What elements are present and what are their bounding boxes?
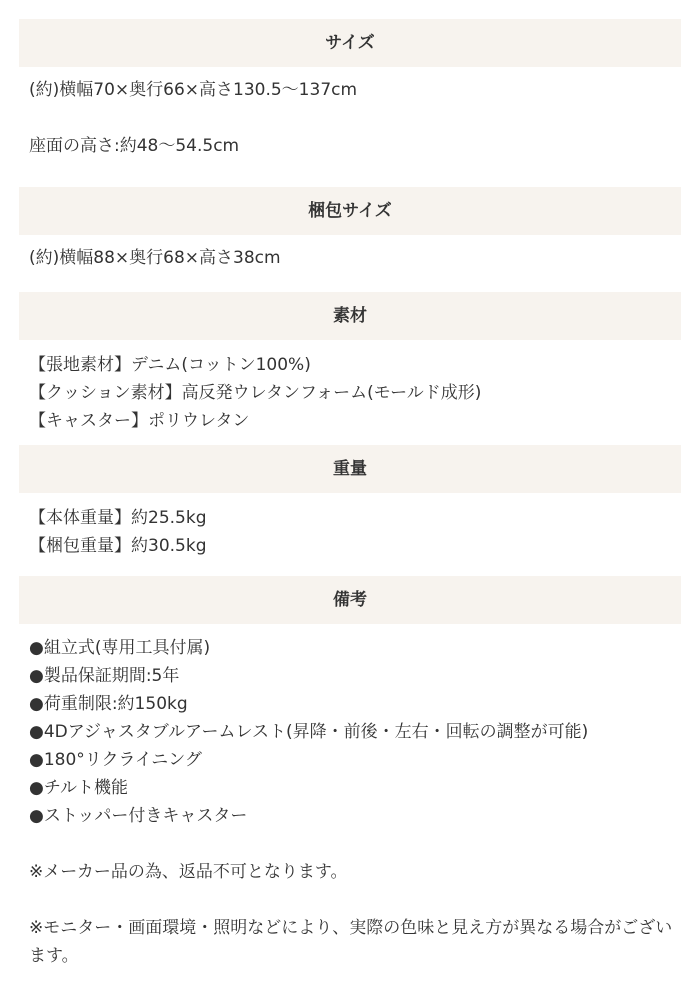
section-header-notes: 備考: [19, 576, 681, 624]
section-header-package-size: 梱包サイズ: [19, 187, 681, 235]
section-body-weight: [19, 493, 681, 576]
product-spec-table: [19, 0, 681, 970]
note-color-disclaimer: ※モニター・画面環境・照明などにより、実際の色味と見え方が異なる場合がございます。: [29, 918, 673, 966]
note-no-returns: ※メーカー品の為、返品不可となります。: [29, 862, 348, 882]
seat-height: 座面の高さ:約48〜54.5cm: [29, 136, 240, 156]
spacer: [29, 104, 671, 132]
section-body-package-size: [19, 235, 681, 292]
note-reclining: ●180°リクライニング: [29, 750, 202, 770]
section-header-material: 素材: [19, 292, 681, 340]
section-body-size: [19, 67, 681, 187]
spacer: [29, 886, 671, 914]
material-upholstery: 【張地素材】デニム(コットン100%): [29, 355, 311, 375]
note-load-limit: ●荷重制限:約150kg: [29, 694, 188, 714]
section-body-material: [19, 340, 681, 445]
note-warranty: ●製品保証期間:5年: [29, 666, 180, 686]
weight-body: 【本体重量】約25.5kg: [29, 508, 207, 528]
material-caster: 【キャスター】ポリウレタン: [29, 411, 250, 431]
material-cushion: 【クッション素材】高反発ウレタンフォーム(モールド成形): [29, 383, 482, 403]
note-stopper-caster: ●ストッパー付きキャスター: [29, 806, 248, 826]
package-dimensions: (約)横幅88×奥行68×高さ38cm: [29, 248, 281, 268]
section-header-size: サイズ: [19, 19, 681, 67]
size-dimensions: (約)横幅70×奥行66×高さ130.5〜137cm: [29, 80, 358, 100]
section-body-notes: [19, 624, 681, 970]
spacer: [29, 830, 671, 858]
note-tilt: ●チルト機能: [29, 778, 128, 798]
note-armrest: ●4Dアジャスタブルアームレスト(昇降・前後・左右・回転の調整が可能): [29, 722, 589, 742]
section-header-weight: 重量: [19, 445, 681, 493]
weight-package: 【梱包重量】約30.5kg: [29, 536, 207, 556]
note-assembly: ●組立式(専用工具付属): [29, 638, 211, 658]
